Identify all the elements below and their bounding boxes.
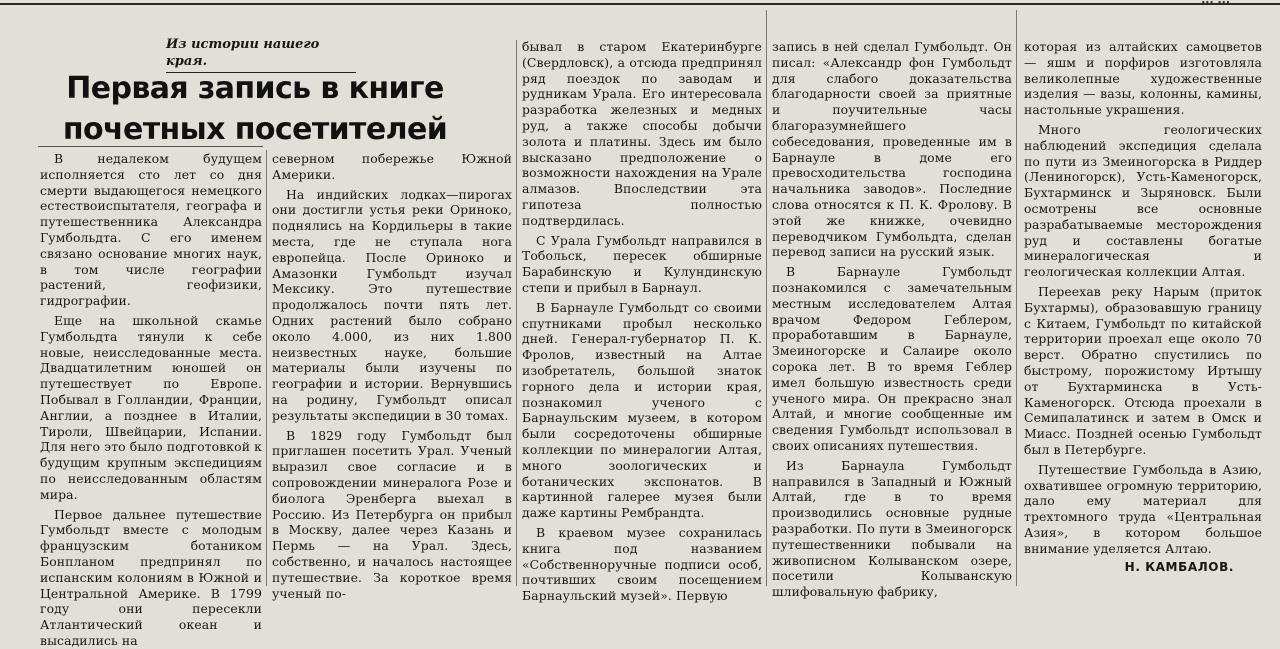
article-column-3 <box>522 39 762 604</box>
section-rubric: Из истории нашего края. <box>166 36 356 73</box>
paragraph: Переехав реку Нарым (приток Бухтармы), образовавшую границу с Китаем, Гумбольдт по китайской территории проехал еще около 70 верст. Обратно спустились по быстрому, порожистому Иртышу от Бухтарминска в Усть-Каменогорск. Отсюда проехали в Семипалатинск и затем в Омск и Миасс. Поздней осенью Гумбольдт был в Петербурге. <box>1024 283 1262 457</box>
paragraph: В Барнауле Гумбольдт со своими спутниками пробыл несколько дней. Генерал-губернатор П. К. Фролов, известный на Алтае изобретатель, большой знаток горного дела и истории края, познакомил ученого с Барнаульским музеем, в котором были сосредоточены обширные коллекции по минералогии Алтая, много зоологических и ботанических экспонатов. В картинной галерее музея были даже картины Рембрандта. <box>522 299 762 521</box>
column-rule <box>516 40 517 586</box>
author-signature: Н. КАМБАЛОВ. <box>1124 559 1234 574</box>
paragraph: Путешествие Гумбольда в Азию, охватившее огромную территорию, дало ему материал для трехтомного труда «Центральная Азия», в котором большое внимание уделяется Алтаю. <box>1024 461 1262 556</box>
article-headline <box>50 68 460 150</box>
article-column-4 <box>772 39 1012 600</box>
top-border <box>0 0 1280 8</box>
paragraph: которая из алтайских самоцветов — яшм и порфиров изготовляла великолепные художественные изделия — вазы, колонны, камины, настольные украшения. <box>1024 39 1262 118</box>
paragraph: Еще на школьной скамье Гумбольдта тянули к себе новые, неисследованные места. Двадцатилетним юношей он путешествует по Европе. Побывал в Голландии, Франции, Англии, а позднее в Италии, Тироли, Швейцарии, Испании. Для него это было подготовкой к будущим крупным экспедициям по неисследованным областям мира. <box>40 312 262 502</box>
headline-line-2: почетных посетителей <box>62 112 448 147</box>
paragraph: С Урала Гумбольдт направился в Тобольск, пересек обширные Барабинскую и Кулундинскую степи и прибыл в Барнаул. <box>522 232 762 295</box>
paragraph: На индийских лодках—пирогах они достигли устья реки Ориноко, поднялись на Кордильеры в такие места, где не ступала нога европейца. После Ориноко и Амазонки Гумбольдт изучал Мексику. Это путешествие продолжалось почти пять лет. Одних растений было собрано около 4.000, из них 1.800 неизвестных науке, большие материалы были изучены по географии и истории. Вернувшись на родину, Гумбольдт описал результаты экспедиции в 30 томах. <box>272 186 512 423</box>
masthead-fragment <box>1201 0 1230 5</box>
article-column-2 <box>272 151 512 601</box>
paragraph: северном побережье Южной Америки. <box>272 151 512 182</box>
paragraph: В краевом музее сохранилась книга под названием «Собственноручные подписи особ, почтивших своим посещением Барнаульский музей». Первую <box>522 524 762 604</box>
column-rule <box>766 10 767 586</box>
paragraph: В недалеком будущем исполняется сто лет со дня смерти выдающегося немецкого естествоиспытателя, географа и путешественника Александра Гумбольдта. С его именем связано основание многих наук, в том числе географии растений, геофизики, гидрографии. <box>40 151 262 309</box>
paragraph: В Барнауле Гумбольдт познакомился с замечательным местным исследователем Алтая врачом Федором Геблером, проработавшим в Барнауле, Змеиногорске и Салаире около сорока лет. В то время Геблер имел большую известность среди ученого мира. Он прекрасно знал Алтай, и многие сообщенные им сведения Гумбольдт использовал в своих описаниях путешествия. <box>772 264 1012 453</box>
paragraph: Из Барнаула Гумбольдт направился в Западный и Южный Алтай, где в то время производились основные рудные разработки. По пути в Змеиногорск путешественники побывали на живописном Колыванском озере, посетили Колыванскую шлифовальную фабрику, <box>772 457 1012 600</box>
article-column-5 <box>1024 39 1262 584</box>
article-column-1 <box>40 151 262 648</box>
column-rule <box>266 150 267 586</box>
headline-line-1: Первая запись в книге <box>66 71 444 106</box>
headline-rule <box>38 146 263 147</box>
paragraph: Первое дальнее путешествие Гумбольдт вместе с молодым французским ботаником Бонпланом предпринял по испанским колониям в Южной и Центральной Америке. В 1799 году они пересекли Атлантический океан и высадились на <box>40 506 262 648</box>
paragraph: Много геологических наблюдений экспедиция сделала по пути из Змеиногорска в Риддер (Лениногорск), Усть-Каменогорск, Бухтарминск и Зыряновск. Были осмотрены все основные разрабатываемые месторождения руд и составлены богатые минералогическая и геологическая коллекции Алтая. <box>1024 121 1262 280</box>
paragraph: запись в ней сделал Гумбольдт. Он писал: «Александр фон Гумбольдт для слабого доказательства благодарности своей за приятные и поучительные часы благоразумнейшего собеседования, проведенные им в Барнауле в доме его превосходительства господина начальника заводов». Последние слова относятся к П. К. Фролову. В этой же книжке, очевидно переводчиком Гумбольдта, сделан перевод записи на русский язык. <box>772 39 1012 260</box>
paragraph: бывал в старом Екатеринбурге (Свердловск), а отсюда предпринял ряд поездок по заводам и рудникам Урала. Его интересовала разработка железных и медных руд, а также способы добычи золота и платины. Здесь им было высказано предположение о возможности нахождения на Урале алмазов. Впоследствии эта гипотеза полностью подтвердилась. <box>522 39 762 228</box>
column-rule <box>1016 10 1017 586</box>
paragraph: В 1829 году Гумбольдт был приглашен посетить Урал. Ученый выразил свое согласие и в сопровождении минералога Розе и биолога Эренберга выехал в Россию. Из Петербурга он прибыл в Москву, далее через Казань и Пермь — на Урал. Здесь, собственно, и началось настоящее путешествие. За короткое время ученый по- <box>272 427 512 601</box>
